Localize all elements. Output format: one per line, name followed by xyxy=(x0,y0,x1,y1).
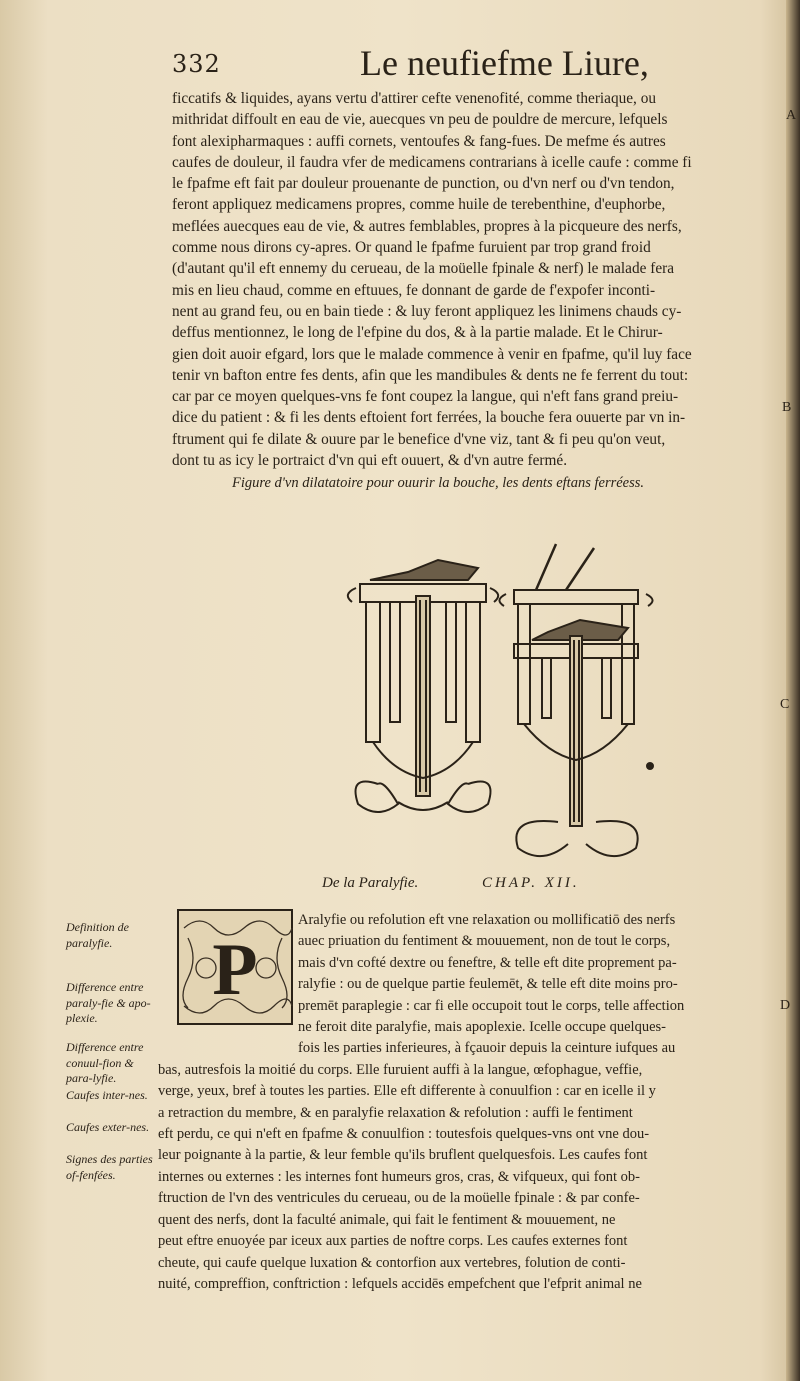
text-line: a retraction du membre, & en paralyfie relaxation & refolution : auffi le fentiment xyxy=(158,1104,633,1121)
text-line: feront appliquez medicamens propres, comme huile de terebenthine, d'euphorbe, xyxy=(172,196,666,214)
text-line: verge, yeux, bref à toutes les parties. Elle eft differente à conuulfion : car en icelle il y xyxy=(158,1083,656,1100)
sidenote: Difference entre conuul-fion & para-lyfie. xyxy=(66,1040,144,1085)
text-line: peut eftre enuoyée par iceux aux parties de noftre corps. Les caufes externes font xyxy=(158,1233,628,1250)
text-line: ficcatifs & liquides, ayans vertu d'attirer cefte venenofité, comme theriaque, ou xyxy=(172,90,656,107)
page-number: 332 xyxy=(172,50,221,78)
text-line: tenir vn bafton entre fes dents, afin que les mandibules & dents ne fe ferrent du tout: xyxy=(172,366,689,384)
running-title: Le neufiefme Liure, xyxy=(360,43,649,83)
text-line: ftrument qui fe dilate & ouure par le benefice d'vne viz, tant & fi peu qu'on veut, xyxy=(172,430,666,448)
text-line: premēt paraplegie : car fi elle occupoit tout le corps, telle affection xyxy=(298,997,685,1014)
sidenote: Definition de paralyfie. xyxy=(66,920,129,950)
text-line: ne feroit dite paralyfie, mais apoplexie. Icelle occupe quelques- xyxy=(298,1019,666,1036)
text-line: quent des nerfs, dont la faculté animale, qui fait le fentiment & mouuement, ne xyxy=(158,1211,616,1228)
margin-letter-c: C xyxy=(780,697,790,712)
text-line: leur poignante à la partie, & leur femble qu'ils bruflent quelquesfois. Les caufes font xyxy=(158,1147,648,1164)
text-line: nent au grand feu, ou en bain tiede : & luy feront appliquez les linimens chauds cy- xyxy=(172,302,682,320)
margin-letter-b: B xyxy=(782,400,792,415)
text-line: caufes de douleur, il faudra vfer de medicamens contrarians à icelle caufe : comme fi xyxy=(172,153,692,171)
chapter-number: CHAP. XII. xyxy=(482,875,580,891)
sidenote: Caufes exter-nes. xyxy=(66,1120,150,1134)
text-line: internes ou externes : les internes font humeurs gros, cras, & vifqueux, qui font ob- xyxy=(158,1168,641,1185)
text-line: le fpafme eft fait par douleur prouenante de punction, ou d'vn nerf ou d'vn tendon, xyxy=(172,175,675,193)
figure-caption: Figure d'vn dilatatoire pour ouurir la bouche, les dents eftans ferréess. xyxy=(232,475,645,491)
chapter-heading xyxy=(322,875,722,892)
text-line: nuité, compreffion, conftriction : lefquels accidēs empefchent que l'efprit animal ne xyxy=(158,1275,642,1292)
chapter-text xyxy=(158,910,782,1295)
text-line: fois les parties inferieures, à fçauoir depuis la ceinture iufques au xyxy=(298,1040,676,1057)
text-line: eft perdu, ce qui n'eft en fpafme & conuulfion : toutesfois quelques-vns ont vne dou- xyxy=(158,1126,650,1143)
text-line: mithridat diffoult en eau de vie, auecques vn peu de pouldre de mercure, lefquels xyxy=(172,111,668,129)
text-line: cheute, qui caufe quelque luxation & contorfion aux vertebres, folution de conti- xyxy=(158,1254,626,1271)
sidenote: Signes des parties of-fenfées. xyxy=(66,1152,153,1182)
text-line: mais d'vn cofté dextre ou feneftre, & telle eft dite proprement pa- xyxy=(298,954,677,971)
text-line: car par ce moyen quelques-vns fe font coupez la langue, qui n'eft fans grand preiu- xyxy=(172,388,679,406)
sidenote: Caufes inter-nes. xyxy=(66,1088,148,1102)
margin-letter-a: A xyxy=(786,108,797,123)
body-text xyxy=(172,88,768,471)
text-line: mis en lieu chaud, comme en eftuues, fe donnant de garde de f'expofer inconti- xyxy=(172,281,656,299)
text-line: comme nous dirons cy-apres. Or quand le fpafme furuient par trop grand froid xyxy=(172,239,651,257)
text-line: font alexipharmaques : auffi cornets, ventoufes & fang-fues. De mefme és autres xyxy=(172,132,666,150)
page-gutter-shadow xyxy=(786,0,800,1381)
text-line: ralyfie : ou de quelque partie feulemēt, & telle eft dite moins pro- xyxy=(298,976,678,993)
text-line: meflées auecques eau de vie, & autres femblables, propres à la picqueure des nerfs, xyxy=(172,217,682,235)
sidenote: Difference entre paraly-fie & apo-plexie. xyxy=(66,980,151,1025)
text-line: deffus mentionnez, le long de l'efpine du dos, & à la partie malade. Et le Chirur- xyxy=(172,324,663,342)
text-line: gien doit auoir efgard, lors que le malade commence à venir en fpafme, qu'il luy face xyxy=(172,345,692,363)
text-line: ftruction de l'vn des ventricules du cerueau, ou de la moüelle fpinale : & par confe- xyxy=(158,1190,640,1207)
chapter-subject: De la Paralyfie. xyxy=(322,875,419,891)
text-line: Aralyfie ou refolution eft vne relaxation ou mollificatiō des nerfs xyxy=(298,912,676,928)
text-line: dont tu as icy le portraict d'vn qui eft ouuert, & d'vn autre fermé. xyxy=(172,452,568,470)
closed-dilator-drawing xyxy=(348,560,498,812)
text-line: auec priuation du fentiment & mouuement, non de tout le corps, xyxy=(298,933,671,950)
text-line: dice du patient : & fi les dents eftoient fort ferrées, la bouche fera ouuerte par vn in- xyxy=(172,409,686,427)
initial-letter: P xyxy=(212,929,258,1011)
mouth-dilator-illustration xyxy=(318,540,688,870)
text-line: bas, autresfois la moitié du corps. Elle furuient auffi à la langue, œfophague, veffie, xyxy=(158,1061,643,1078)
text-line: (d'autant qu'il eft ennemy du cerueau, de la moüelle fpinale & nerf) le malade fera xyxy=(172,260,675,278)
page-header xyxy=(172,42,782,88)
margin-letter-d: D xyxy=(780,998,791,1013)
open-dilator-drawing xyxy=(499,544,653,856)
